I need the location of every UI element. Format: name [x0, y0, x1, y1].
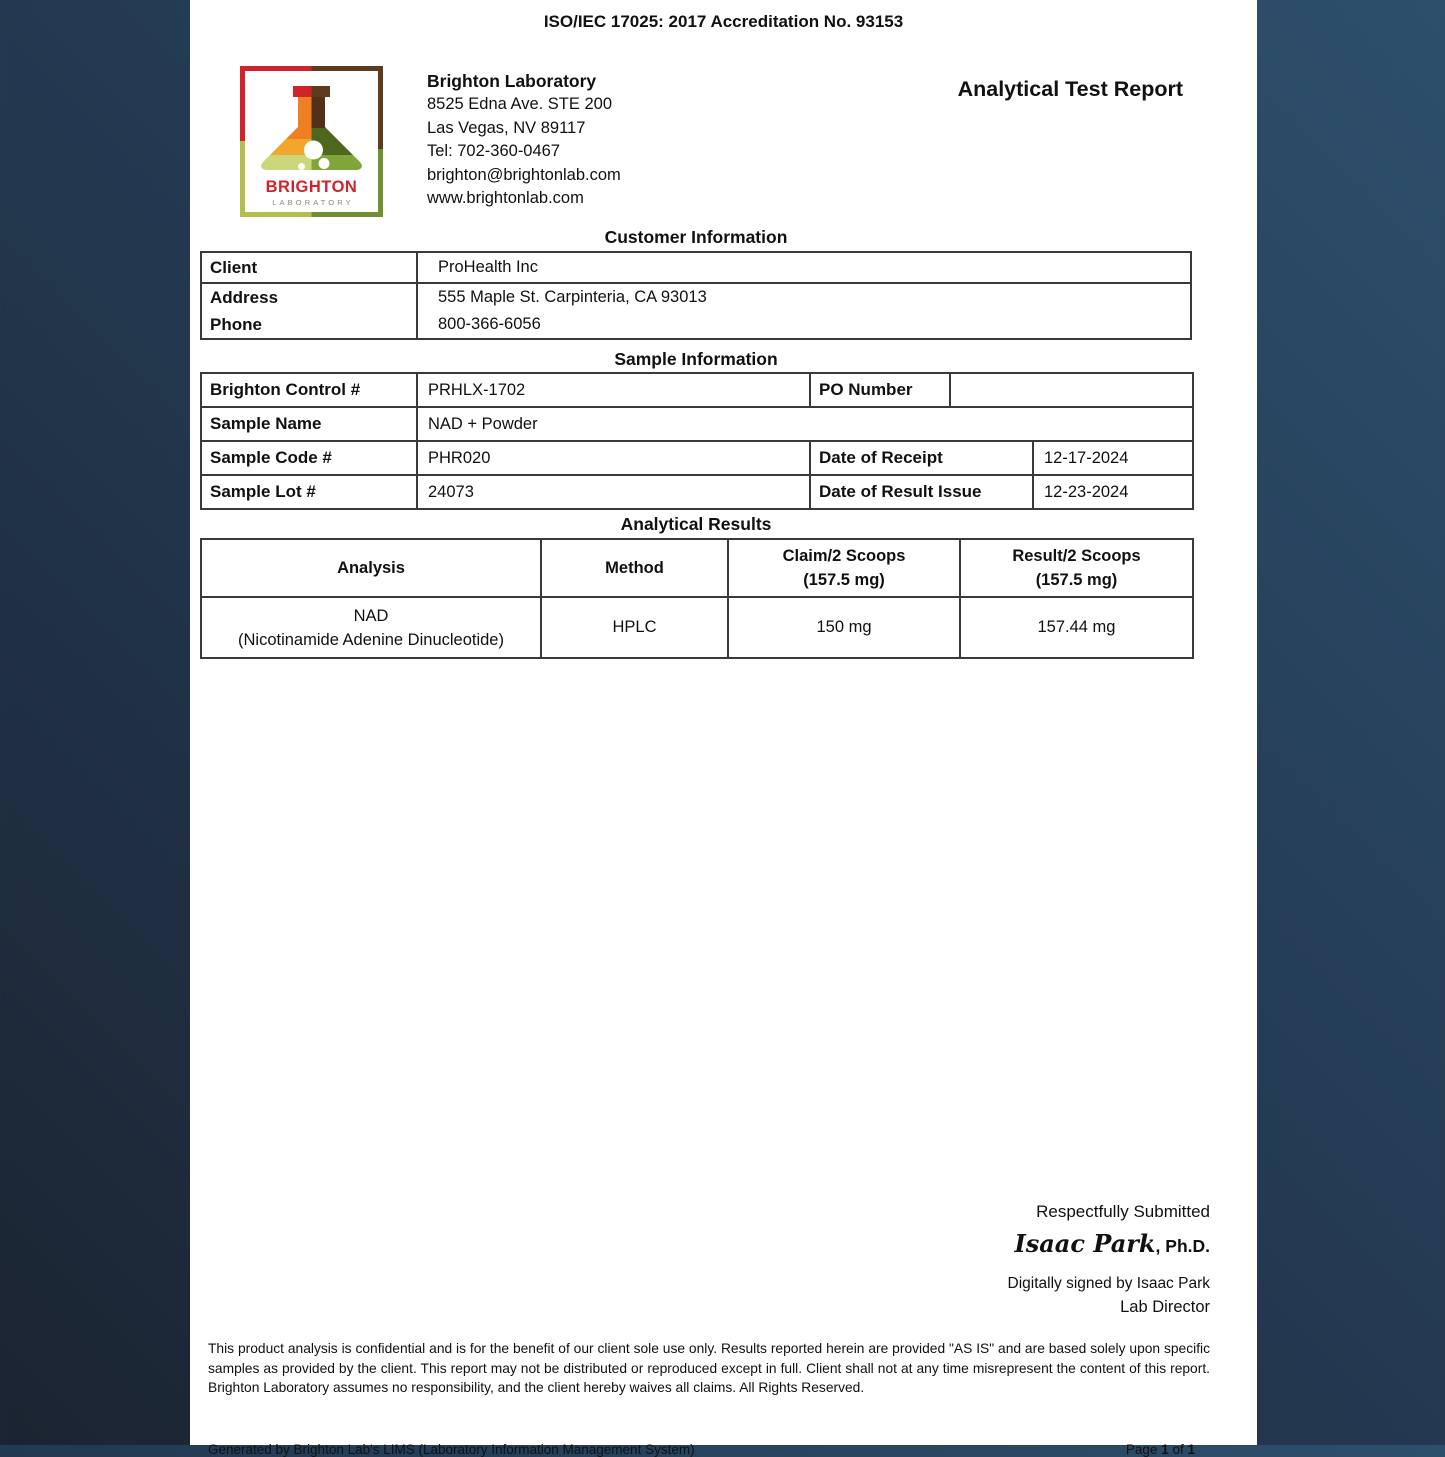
control-number-label: Brighton Control #	[201, 373, 417, 407]
client-label: Client	[201, 252, 417, 283]
control-number-value: PRHLX-1702	[417, 373, 810, 407]
analysis-column-header: Analysis	[201, 539, 541, 597]
customer-information-heading: Customer Information	[604, 227, 788, 247]
lab-director-text: Lab Director	[1120, 1298, 1210, 1316]
date-of-result-issue-value: 12-23-2024	[1033, 475, 1193, 509]
analytical-results-heading: Analytical Results	[620, 514, 772, 534]
signature-name-line	[190, 1229, 1210, 1263]
report-header	[190, 66, 1257, 217]
report-body	[200, 226, 1192, 659]
claim-column-header: Claim/2 Scoops (157.5 mg)	[728, 539, 960, 597]
address-phone-labels	[201, 283, 417, 339]
sample-lot-label: Sample Lot #	[201, 475, 417, 509]
flask-logo-icon	[240, 66, 383, 217]
table-row	[201, 252, 1191, 283]
sample-name-value: NAD + Powder	[417, 407, 1193, 441]
address-phone-values	[417, 283, 1191, 339]
analytical-results-table	[200, 538, 1194, 659]
lab-address-line2: Las Vegas, NV 89117	[427, 118, 586, 137]
respectfully-submitted-text: Respectfully Submitted	[1036, 1202, 1210, 1221]
result-column-header: Result/2 Scoops (157.5 mg)	[960, 539, 1193, 597]
lab-website: www.brightonlab.com	[427, 189, 584, 207]
customer-information-table	[200, 251, 1192, 340]
date-of-result-issue-label: Date of Result Issue	[810, 475, 1033, 509]
sample-information-heading: Sample Information	[614, 349, 778, 369]
generated-by-text: Generated by Brighton Lab's LIMS (Laboratory Information Management System)	[208, 1441, 695, 1457]
table-header-row	[201, 539, 1193, 597]
disclaimer-text: This product analysis is confidential and is for the benefit of our client sole use only. Results reported herein are provided "AS IS" and are based solely upon specific samples as provided by the client. This report may not be distributed or reproduced except in full. Client shall not at any time misrepresent the content of this report. Brighton Laboratory assumes no responsibility, and the client hereby waives all claims. All Rights Reserved.	[208, 1341, 1210, 1395]
method-value: HPLC	[541, 597, 728, 658]
sample-information-table	[200, 372, 1194, 510]
po-number-value	[950, 373, 1193, 407]
logo-text-laboratory: LABORATORY	[272, 198, 354, 207]
lab-email: brighton@brightonlab.com	[427, 165, 621, 184]
logo-text-brighton: BRIGHTON	[265, 178, 358, 196]
lab-address-line1: 8525 Edna Ave. STE 200	[427, 95, 613, 113]
signature-degree: , Ph.D.	[1155, 1236, 1210, 1256]
signature-script: Isaac Park	[1014, 1229, 1156, 1258]
client-value: ProHealth Inc	[417, 252, 1191, 283]
table-row	[201, 373, 1193, 407]
page-number-text: Page 1 of 1	[1125, 1441, 1195, 1457]
table-row	[201, 441, 1193, 475]
phone-label: Phone	[210, 315, 262, 334]
table-row	[201, 283, 1191, 339]
report-page	[190, 0, 1257, 1457]
po-number-label: PO Number	[810, 373, 950, 407]
result-value: 157.44 mg	[960, 597, 1193, 658]
phone-value: 800-366-6056	[438, 315, 541, 333]
method-column-header: Method	[541, 539, 728, 597]
claim-value: 150 mg	[728, 597, 960, 658]
report-title: Analytical Test Report	[957, 77, 1183, 101]
address-label: Address	[210, 288, 279, 307]
table-row	[201, 597, 1193, 658]
accreditation-header: ISO/IEC 17025: 2017 Accreditation No. 93153	[543, 12, 904, 31]
analysis-value: NAD (Nicotinamide Adenine Dinucleotide)	[201, 597, 541, 658]
date-of-receipt-label: Date of Receipt	[810, 441, 1033, 475]
report-footer	[208, 1442, 1195, 1457]
lab-contact-block	[427, 66, 621, 217]
sample-code-value: PHR020	[417, 441, 810, 475]
signature-block	[190, 1199, 1210, 1319]
brighton-logo	[240, 66, 383, 217]
table-row	[201, 475, 1193, 509]
date-of-receipt-value: 12-17-2024	[1033, 441, 1193, 475]
sample-name-label: Sample Name	[201, 407, 417, 441]
lab-phone: Tel: 702-360-0467	[427, 142, 561, 160]
table-row	[201, 407, 1193, 441]
sample-code-label: Sample Code #	[201, 441, 417, 475]
address-value: 555 Maple St. Carpinteria, CA 93013	[438, 288, 707, 306]
sample-lot-value: 24073	[417, 475, 810, 509]
digitally-signed-text: Digitally signed by Isaac Park	[1007, 1275, 1210, 1292]
lab-name: Brighton Laboratory	[427, 71, 597, 91]
